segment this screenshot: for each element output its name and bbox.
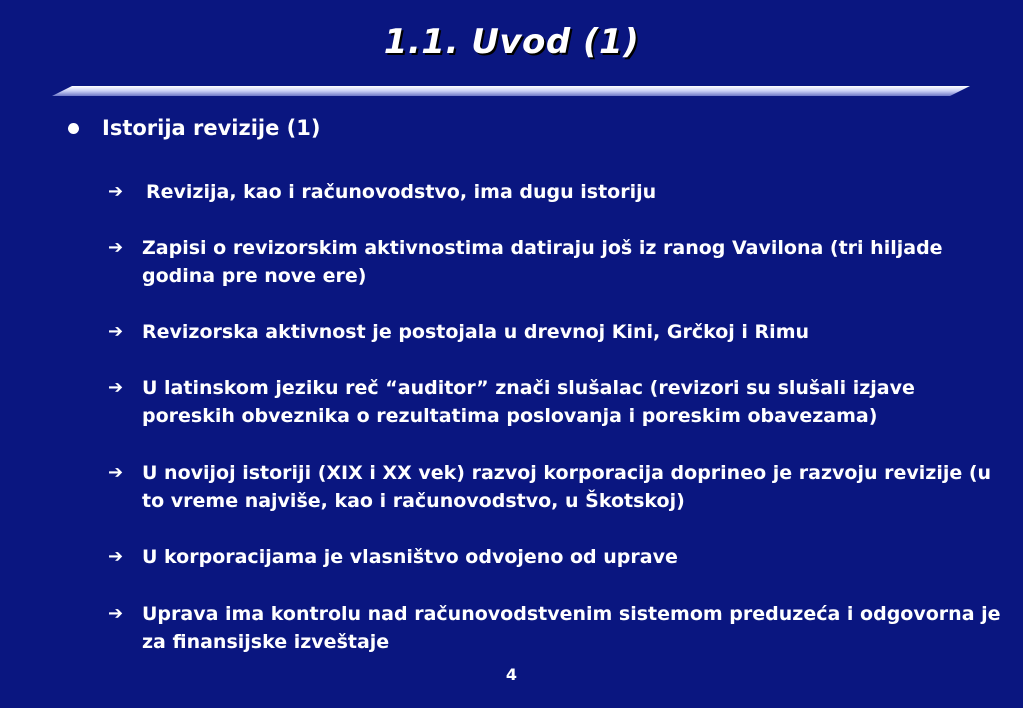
list-item-text: Revizija, kao i računovodstvo, ima dugu istoriju — [146, 181, 657, 203]
list-item — [108, 459, 1008, 515]
bullet-dot-icon — [68, 123, 79, 134]
arrow-right-icon: ➔ — [108, 377, 124, 398]
arrow-right-icon: ➔ — [108, 462, 124, 483]
list-item-text: U novijoj istoriji (XIX i XX vek) razvoj korporacija doprineo je razvoju revizije (u to vreme najviše, kao i računovodstvo, u Škotskoj) — [142, 462, 992, 512]
title-divider — [52, 86, 970, 96]
main-bullet — [68, 116, 320, 140]
list-item — [108, 600, 1008, 656]
arrow-right-icon: ➔ — [108, 237, 124, 258]
arrow-right-icon: ➔ — [108, 603, 124, 624]
list-item-text: Uprava ima kontrolu nad računovodstvenim sistemom preduzeća i odgovorna je za finansijske izveštaje — [142, 603, 1001, 653]
list-item-text: U korporacijama je vlasništvo odvojeno od uprave — [142, 546, 678, 568]
main-bullet-text: Istorija revizije (1) — [102, 116, 321, 140]
list-item-text: Zapisi o revizorskim aktivnostima datiraju još iz ranog Vavilona (tri hiljade godina pre nove ere) — [142, 237, 943, 287]
list-item-text: U latinskom jeziku reč “auditor” znači slušalac (revizori su slušali izjave poreskih obveznika o rezultatima poslovanja i poreskim obavezama) — [142, 377, 915, 427]
page-number: 4 — [505, 665, 518, 684]
list-item-text: Revizorska aktivnost je postojala u drevnoj Kini, Grčkoj i Rimu — [142, 321, 810, 343]
list-item — [108, 234, 1008, 290]
list-item — [108, 374, 1008, 430]
list-item — [108, 318, 1008, 346]
arrow-right-icon: ➔ — [108, 321, 124, 342]
slide-title: 1.1. Uvod (1) — [383, 22, 640, 62]
arrow-right-icon: ➔ — [108, 181, 124, 202]
list-item — [108, 543, 1008, 571]
list-item — [108, 178, 1008, 206]
arrow-right-icon: ➔ — [108, 546, 124, 567]
